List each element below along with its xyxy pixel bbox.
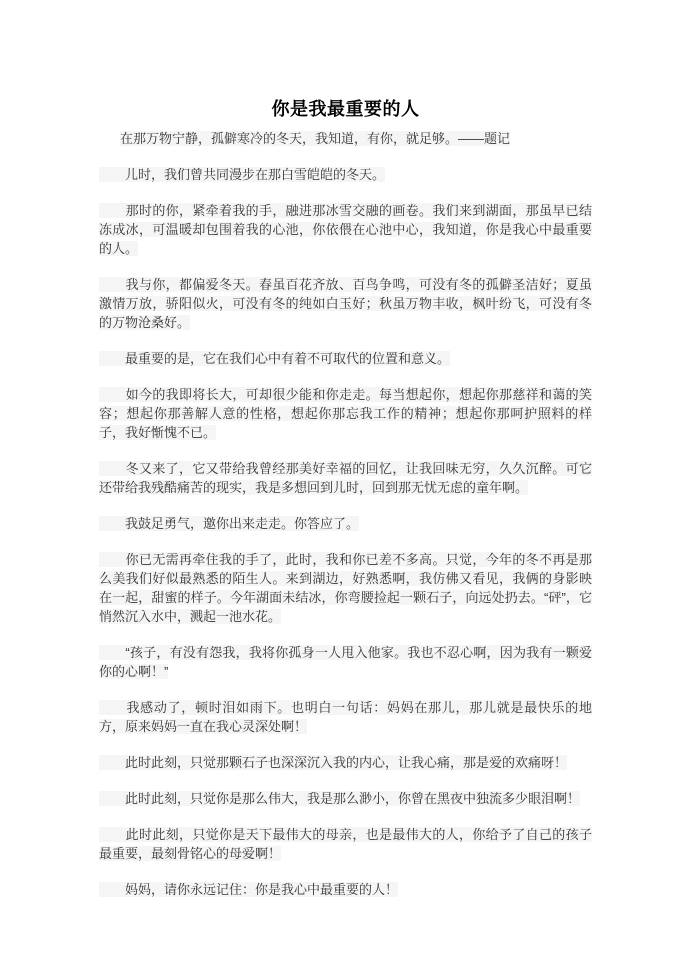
- paragraph-4: 最重要的是，它在我们心中有着不可取代的位置和意义。: [99, 349, 592, 368]
- paragraph-10: 我感动了，顿时泪如雨下。也明白一句话：妈妈在那儿，那儿就是最快乐的地方，原来妈妈一直在我心灵深处啊！: [99, 700, 592, 734]
- epigraph: [99, 129, 592, 148]
- paragraph-5: 如今的我即将长大，可却很少能和你走走。每当想起你，想起你那慈祥和蔼的笑容；想起你那善解人意的性格，想起你那忘我工作的精神；想起你那呵护照料的样子，我好惭愧不已。: [99, 387, 592, 440]
- paragraph-12: 此时此刻，只觉你是那么伟大，我是那么渺小，你曾在黑夜中独流多少眼泪啊！: [99, 789, 592, 808]
- page-title: 你是我最重要的人: [271, 99, 420, 119]
- paragraph-9: “孩子，有没有怨我，我将你孤身一人甩入他家。我也不忍心啊，因为我有一颗爱你的心啊！”: [99, 645, 592, 679]
- paragraph-8: 你已无需再牵住我的手了，此时，我和你已差不多高。只觉，今年的冬不再是那么美我们好似最熟悉的陌生人。来到湖边，好熟悉啊，我仿佛又看见，我俩的身影映在一起，甜蜜的样子。今年湖面未结冰，你弯腰捡起一颗石子，向远处扔去。“砰”，它悄然沉入水中，溅起一池水花。: [99, 552, 592, 624]
- paragraph-11: 此时此刻，只觉那颗石子也深深沉入我的内心，让我心痛，那是爱的欢痛呀！: [99, 753, 592, 772]
- paragraph-13: 此时此刻，只觉你是天下最伟大的母亲，也是最伟大的人，你给予了自己的孩子最重要，最刻骨铭心的母爱啊！: [99, 827, 592, 861]
- paragraph-6: 冬又来了，它又带给我曾经那美好幸福的回忆，让我回味无穷，久久沉醉。可它还带给我残酷痛苦的现实，我是多想回到儿时，回到那无忧无虑的童年啊。: [99, 461, 592, 495]
- paragraph-3: 我与你，都偏爱冬天。春虽百花齐放、百鸟争鸣，可没有冬的孤僻圣洁好；夏虽激情万放，骄阳似火，可没有冬的纯如白玉好；秋虽万物丰收，枫叶纷飞，可没有冬的万物沧桑好。: [99, 277, 592, 330]
- paragraph-7: 我鼓足勇气，邀你出来走走。你答应了。: [99, 514, 592, 533]
- paragraph-14: 妈妈，请你永远记住：你是我心中最重要的人！: [99, 880, 592, 899]
- paragraph-1: 儿时，我们曾共同漫步在那白雪皑皑的冬天。: [99, 165, 592, 184]
- paragraph-2: 那时的你，紧牵着我的手，融进那冰雪交融的画卷。我们来到湖面，那虽早已结冻成冰，可温暖却包围着我的心池，你依偎在心池中心，我知道，你是我心中最重要的人。: [99, 203, 592, 256]
- epigraph-text: 在那万物宁静，孤僻寒冷的冬天，我知道，有你，就足够。——题记: [120, 131, 511, 146]
